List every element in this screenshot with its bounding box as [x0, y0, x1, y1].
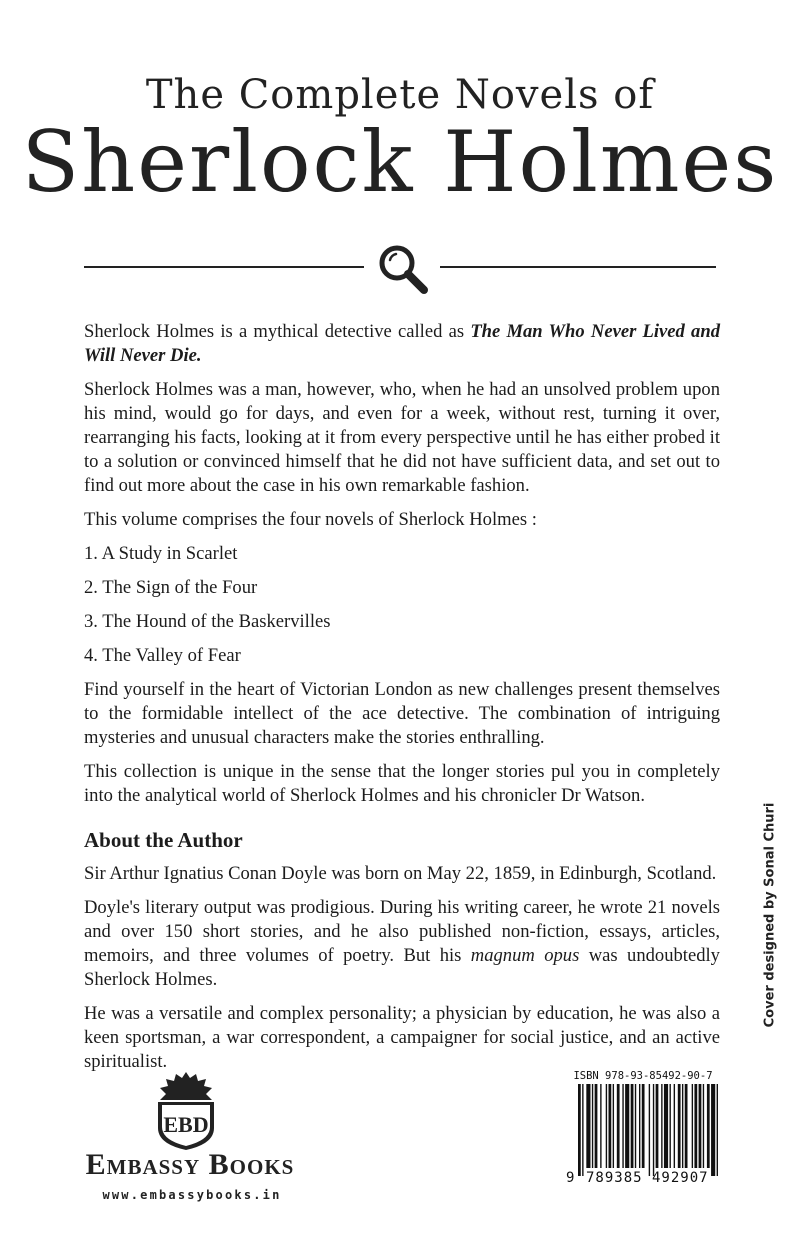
barcode-bar: [694, 1084, 697, 1168]
paragraph-2: Sherlock Holmes was a man, however, who, when he had an unsolved problem upon his mind, would go for days, and even for a week, without rest, turning it over, rearranging his facts, looking at it from every perspective until he has either probed it to a solution or convinced himself that he did not have sufficient data, and set out to find out more about the case in his own remarkable fashion.: [84, 379, 720, 496]
publisher-monogram: EBD: [163, 1112, 209, 1137]
volume-intro: This volume comprises the four novels of Sherlock Holmes :: [84, 509, 537, 530]
barcode-bar: [600, 1084, 601, 1168]
description-text: [84, 320, 720, 1084]
barcode-bar: [635, 1084, 636, 1168]
barcode-bar: [622, 1084, 623, 1168]
barcode-number: 789385 492907: [586, 1170, 709, 1186]
divider-left: [84, 266, 364, 268]
barcode-bar: [595, 1084, 598, 1168]
barcode-bar: [639, 1084, 640, 1168]
barcode-bar: [661, 1084, 662, 1168]
barcode-bar: [592, 1084, 593, 1168]
about-author-heading: About the Author: [84, 828, 243, 852]
barcode: [578, 1084, 718, 1176]
divider-right: [440, 266, 716, 268]
magnum-opus-emphasis: magnum opus: [470, 945, 580, 966]
barcode-bar: [717, 1084, 718, 1176]
barcode-first-digit: 9: [566, 1170, 575, 1186]
barcode-bar: [642, 1084, 645, 1168]
barcode-bar: [656, 1084, 659, 1168]
title-small: The Complete Novels of: [145, 72, 655, 118]
barcode-bar: [664, 1084, 668, 1168]
barcode-bar: [678, 1084, 681, 1168]
paragraph-5: This collection is unique in the sense that the longer stories pul you in completely into the analytical world of Sherlock Holmes and his chronicler Dr Watson.: [84, 761, 720, 806]
barcode-bar: [578, 1084, 581, 1176]
novel-item: 2. The Sign of the Four: [84, 577, 258, 598]
barcode-bar: [711, 1084, 715, 1176]
barcode-bar: [703, 1084, 704, 1168]
barcode-bar: [653, 1084, 654, 1176]
author-paragraph-2: [84, 896, 720, 992]
barcode-bar: [669, 1084, 670, 1168]
paragraph-4: Find yourself in the heart of Victorian London as new challenges present themselves to the formidable intellect of the ace detective. The combination of intriguing mysteries and unusual characters make the stories enthralling.: [84, 679, 720, 748]
novel-item: 1. A Study in Scarlet: [84, 543, 238, 564]
barcode-bar: [625, 1084, 629, 1168]
barcode-bar: [617, 1084, 620, 1168]
barcode-bar: [707, 1084, 710, 1168]
publisher-name: Embassy Books: [85, 1148, 295, 1181]
author-paragraph-1: Sir Arthur Ignatius Conan Doyle was born on May 22, 1859, in Edinburgh, Scotland.: [84, 863, 717, 884]
barcode-bar: [682, 1084, 683, 1168]
barcode-bar: [699, 1084, 702, 1168]
barcode-bar: [692, 1084, 693, 1168]
publisher-url: www.embassybooks.in: [102, 1188, 282, 1202]
barcode-bar: [685, 1084, 688, 1168]
cover-credit: [755, 800, 785, 1030]
barcode-bar: [606, 1084, 607, 1168]
isbn-label: ISBN 978-93-85492-90-7: [573, 1070, 713, 1082]
barcode-bar: [649, 1084, 650, 1176]
cover-credit-text: Cover designed by Sonal Churi: [762, 802, 778, 1028]
barcode-bar: [586, 1084, 590, 1168]
barcode-bar: [582, 1084, 583, 1176]
barcode-bar: [613, 1084, 614, 1168]
author-paragraph-2-text: Doyle's literary output was prodigious. During his writing career, he wrote 21 novels and over 150 short stories, and he also published non-fiction, essays, articles, memoirs, and three volumes of poetry. But his: [84, 897, 720, 966]
barcode-bar: [674, 1084, 675, 1168]
author-paragraph-2-suffix: was undoubtedly Sherlock Holmes.: [84, 945, 720, 990]
novel-item: 4. The Valley of Fear: [84, 645, 241, 666]
novel-item: 3. The Hound of the Baskervilles: [84, 611, 331, 632]
title-large: Sherlock Holmes: [21, 113, 779, 211]
intro-text: Sherlock Holmes is a mythical detective called as: [84, 321, 471, 342]
intro-paragraph: [84, 320, 720, 368]
barcode-bar: [631, 1084, 634, 1168]
publisher-logo-icon: [150, 1070, 222, 1152]
author-paragraph-3: He was a versatile and complex personality; a physician by education, he was also a keen sportsman, a war correspondent, a campaigner for social justice, and an active spiritualist.: [84, 1003, 720, 1072]
magnifying-glass-icon: [372, 238, 434, 300]
barcode-bar: [609, 1084, 612, 1168]
intro-emphasis: The Man Who Never Lived and Will Never Die.: [84, 321, 720, 366]
